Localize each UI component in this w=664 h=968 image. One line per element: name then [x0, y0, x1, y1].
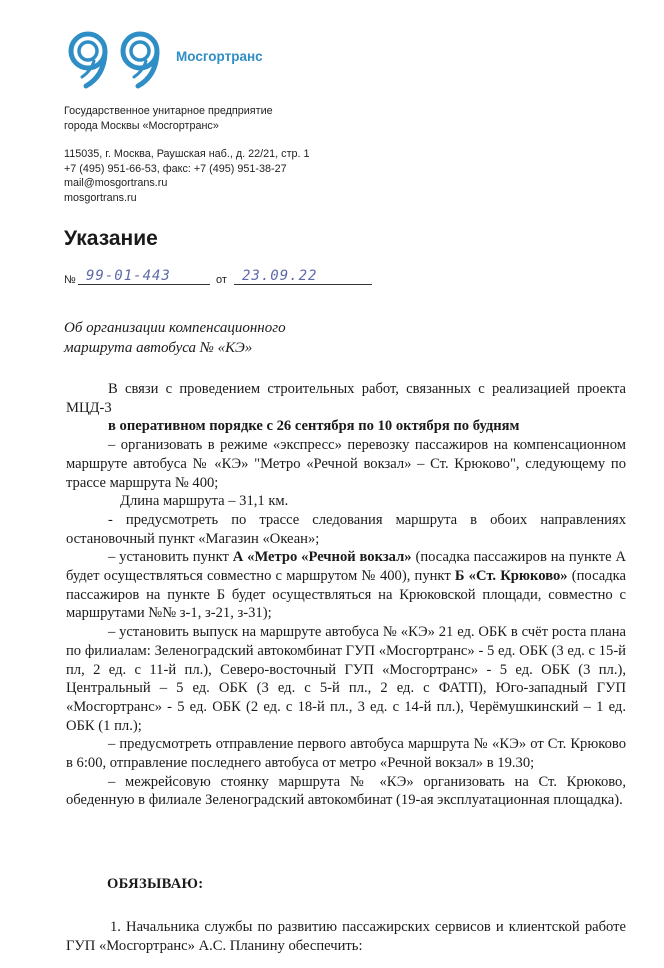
points-mid: (посадка пассажиров на пункте А будет осуществляться совместно с маршрутом № 400), пункт [66, 549, 626, 585]
number-date-line [64, 268, 374, 288]
number-underline [78, 284, 210, 285]
org-line-1: Государственное унитарное предприятие [64, 105, 273, 117]
website-link[interactable]: mosgortrans.ru [64, 191, 137, 204]
obligation-item-1 [66, 918, 626, 955]
point-b: Б «Ст. Крюково» [454, 568, 568, 585]
number-label: № [64, 274, 76, 286]
period-paragraph: в оперативном порядке с 26 сентября по 10 октября по будням [108, 418, 520, 435]
point-a: А «Метро «Речной вокзал» [232, 549, 412, 566]
organization-name [64, 104, 273, 133]
date-label: от [216, 274, 227, 286]
document-number: 99-01-443 [86, 268, 171, 284]
date-underline [234, 284, 372, 285]
paragraph-release: – установить выпуск на маршруте автобуса № «КЭ» 21 ед. ОБК в счёт роста плана по филиалам: Зеленоградский автокомбинат ГУП «Мосгортранс» - 5 ед. ОБК (3 ед. с 15-й пл, 2 ед. с 11-й пл.), Северо-восточный ГУП «Мосгортранс» - 5 ед. ОБК (3 пл.), Центральный – 5 ед. ОБК (3 ед. с 5-й пл., 2 ед. с ФАТП), Юго-западный ГУП «Мосгортранс» - 5 ед. ОБК (2 ед. с 18-й пл., 3 ед. с 14-й пл.), Черёмушкинский – 1 ед. ОБК (1 пл.); [66, 624, 626, 734]
brand-name: Мосгортранс [176, 48, 263, 64]
document-body [66, 380, 626, 810]
subject-line-2: маршрута автобуса № «КЭ» [64, 340, 253, 356]
paragraph-parking: – межрейсовую стоянку маршрута № «КЭ» организовать на Ст. Крюково, обеденную в филиале Зеленоградский автокомбинат (19-ая эксплуатационная площадка). [66, 773, 626, 809]
points-pre: – установить пункт [108, 549, 233, 566]
intro-paragraph: В связи с проведением строительных работ, связанных с реализацией проекта МЦД-3 [66, 381, 626, 416]
logo [64, 30, 263, 90]
obligation-item-1-text: 1. Начальника службы по развитию пассажирских сервисов и клиентской работе ГУП «Мосгортранс» А.С. Планину обеспечить: [66, 919, 626, 954]
paragraph-stop: - предусмотреть по трассе следования маршрута в обоих направлениях остановочный пункт «Магазин «Океан»; [66, 511, 626, 547]
document-date: 23.09.22 [242, 268, 318, 284]
paragraph-points [66, 548, 626, 623]
org-line-2: города Москвы «Мосгортранс» [64, 119, 219, 132]
email-link[interactable]: mail@mosgortrans.ru [64, 177, 168, 189]
document-subject [64, 318, 286, 358]
mosgortrans-logo-icon [64, 31, 170, 89]
contacts-block [64, 147, 310, 205]
paragraph-route-length: Длина маршрута – 31,1 км. [120, 493, 289, 510]
document-title: Указание [64, 227, 158, 250]
obligation-heading: ОБЯЗЫВАЮ: [107, 876, 204, 892]
paragraph-organize: – организовать в режиме «экспресс» перевозку пассажиров на компенсационном маршруте автобуса № «КЭ» "Метро «Речной вокзал» – Ст. Крюково", следующему по трассе маршрута № 400; [66, 437, 626, 491]
points-post: (посадка пассажиров на пункте Б будет осуществляться на Крюковской площади, совместно с маршрутами №№ з-1, з-21, з-31); [66, 568, 626, 622]
phone-fax: +7 (495) 951-66-53, факс: +7 (495) 951-38-27 [64, 162, 287, 175]
paragraph-departure: – предусмотреть отправление первого автобуса маршрута № «КЭ» от Ст. Крюково в 6:00, отправление последнего автобуса от метро «Речной вокзал» в 19.30; [66, 736, 626, 772]
subject-line-1: Об организации компенсационного [64, 320, 286, 336]
address: 115035, г. Москва, Раушская наб., д. 22/21, стр. 1 [64, 148, 310, 160]
